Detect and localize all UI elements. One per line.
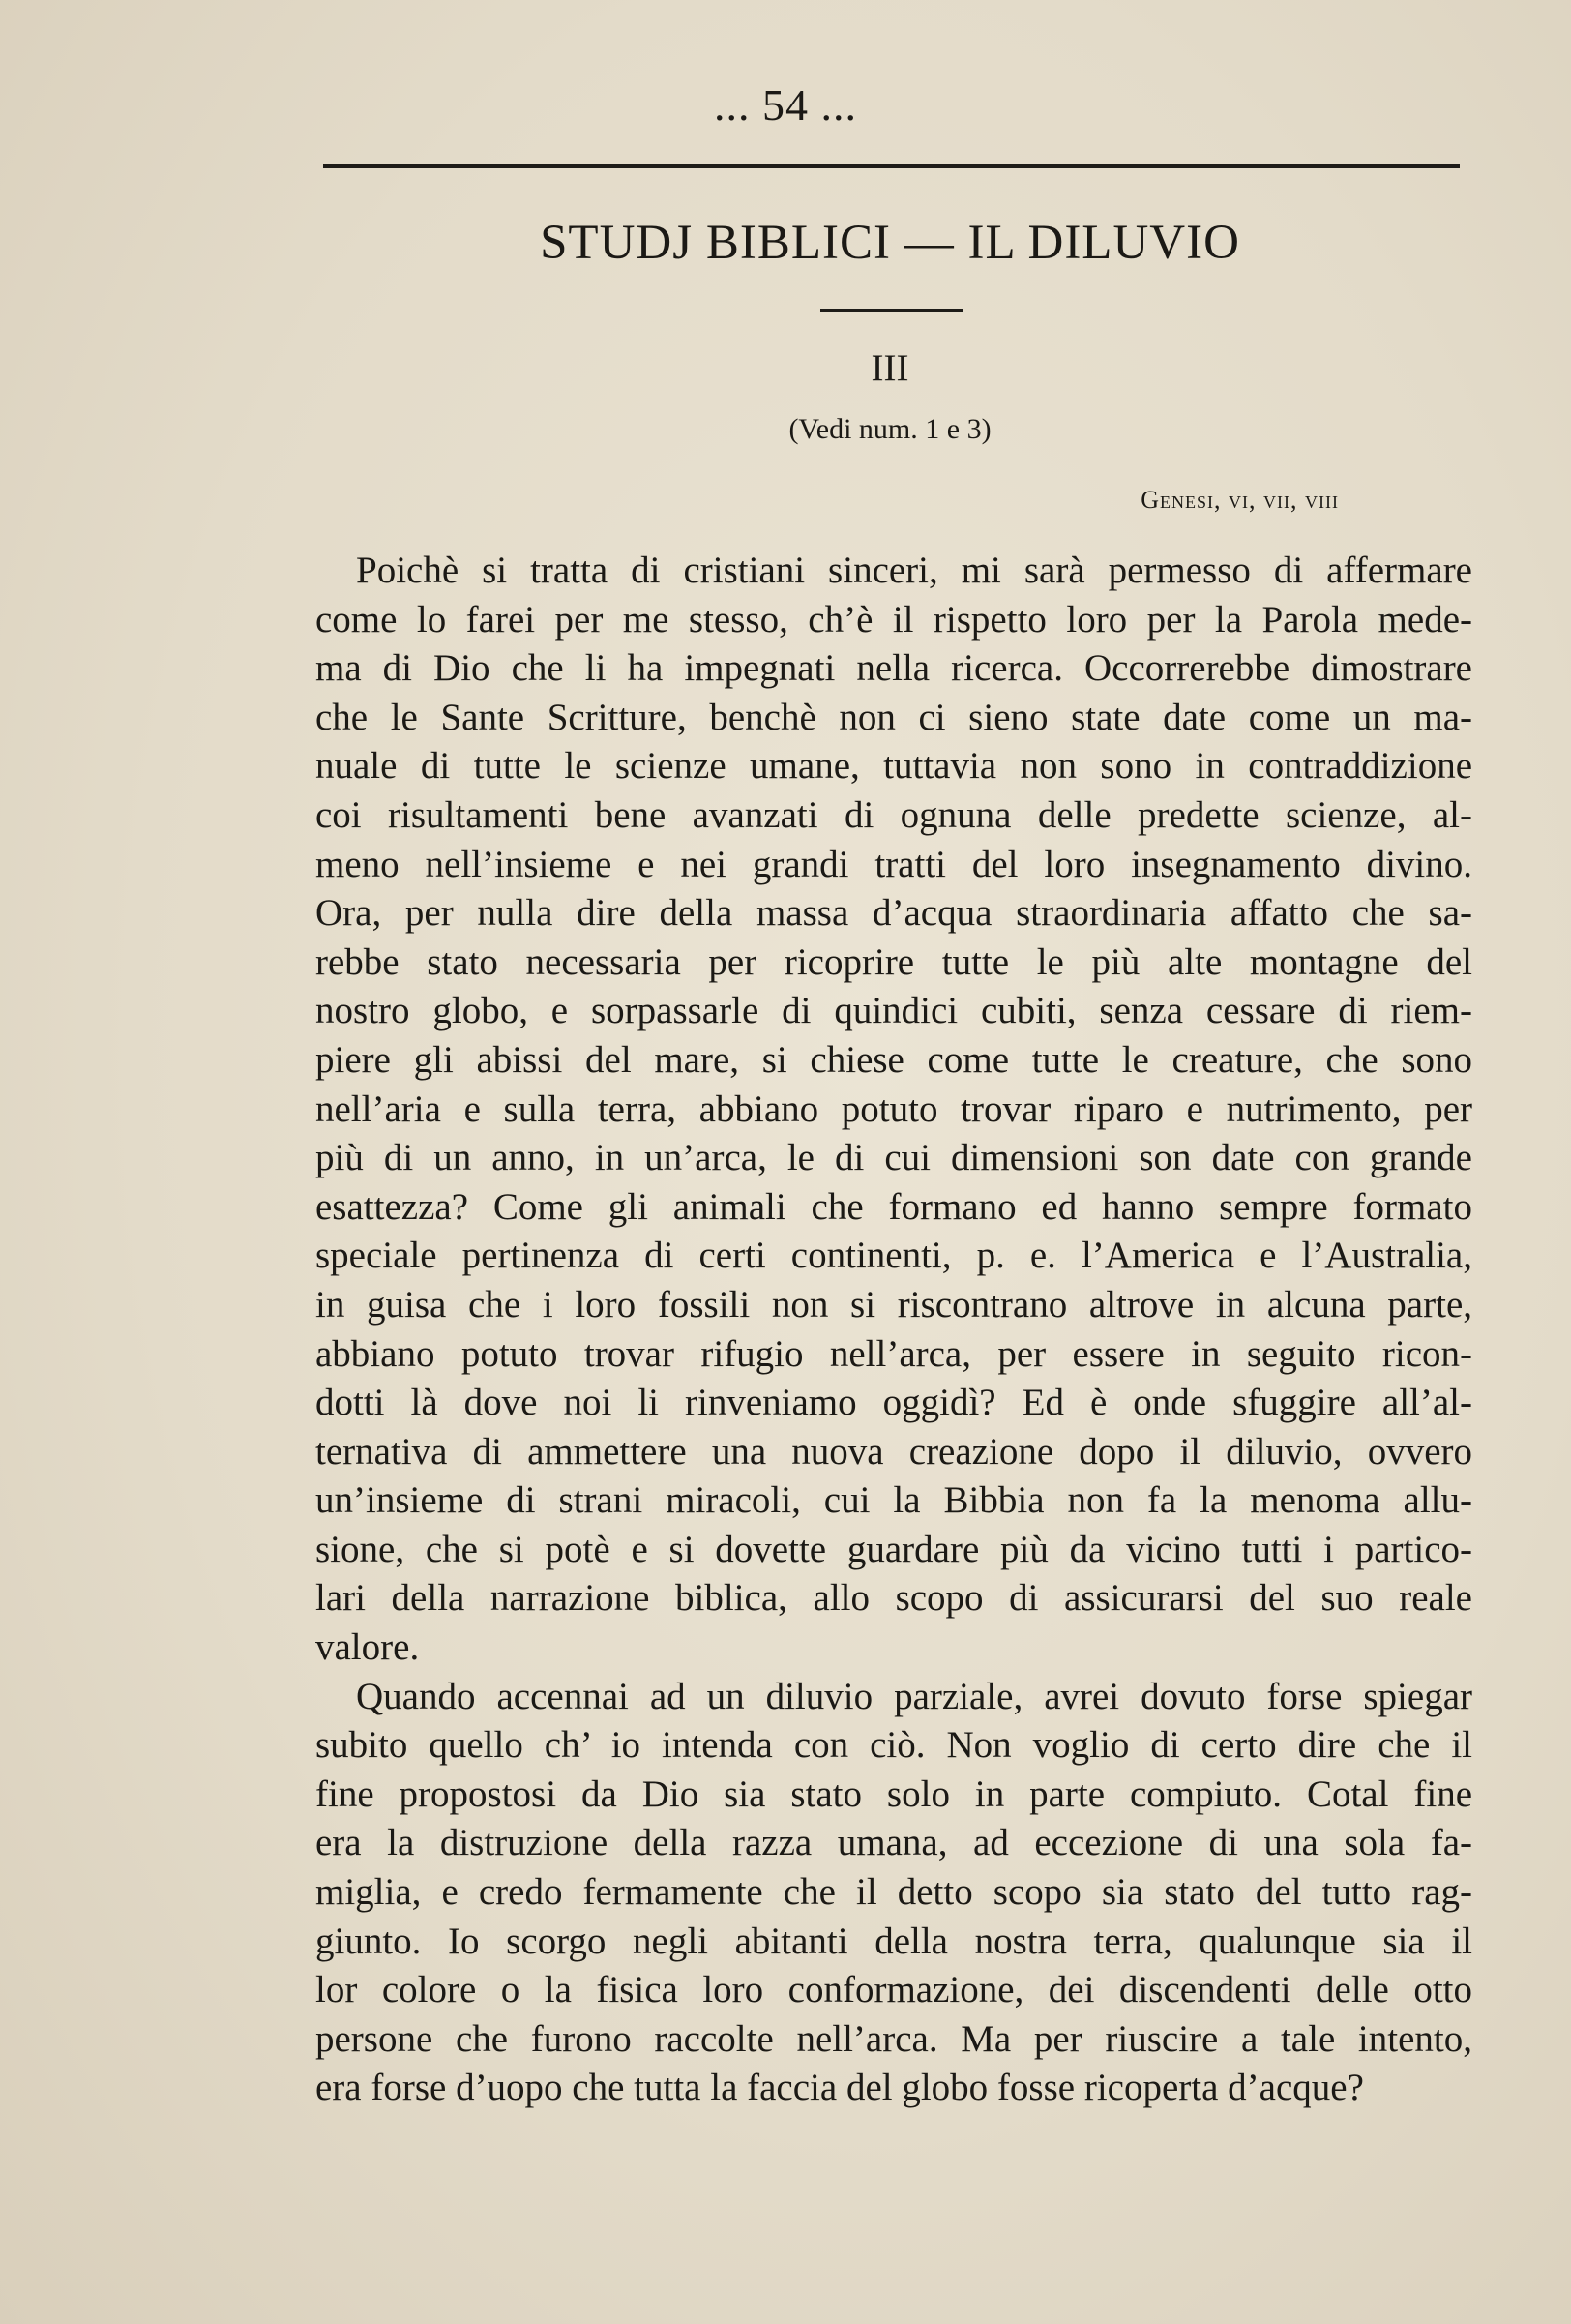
text-line: fine propostosi da Dio sia stato solo in parte compiuto. Cotal fine — [315, 1773, 1472, 1815]
text-line: Quando accennai ad un diluvio parziale, avrei dovuto forse spiegar — [356, 1675, 1472, 1717]
paragraph — [315, 1673, 1472, 2113]
text-line: miglia, e credo fermamente che il detto scopo sia stato del tutto rag- — [315, 1871, 1472, 1914]
cross-reference-note: (Vedi num. 1 e 3) — [788, 413, 992, 445]
text-line: nostro globo, e sorpassarle di quindici cubiti, senza cessare di riem- — [315, 990, 1472, 1032]
text-line: Ora, per nulla dire della massa d’acqua straordinaria affatto che sa- — [315, 892, 1472, 935]
text-line: nell’aria e sulla terra, abbiano potuto trovar riparo e nutrimento, per — [315, 1088, 1472, 1130]
text-line: lor colore o la fisica loro conformazione, dei discendenti delle otto — [315, 1969, 1472, 2011]
text-line: dotti là dove noi li rinveniamo oggidì? Ed è onde sfuggire all’al- — [315, 1382, 1472, 1424]
text-line: ma di Dio che li ha impegnati nella ricerca. Occorrerebbe dimostrare — [315, 647, 1472, 690]
text-line: valore. — [315, 1626, 420, 1669]
paragraph — [315, 547, 1472, 1673]
text-line: sione, che si potè e si dovette guardare più da vicino tutti i partico- — [315, 1528, 1472, 1570]
page-number: ... 54 ... — [714, 80, 857, 130]
header-rule — [323, 164, 1460, 168]
text-line: nuale di tutte le scienze umane, tuttavia non sono in contraddizione — [315, 745, 1472, 788]
body-text — [315, 547, 1472, 2113]
text-line: un’insieme di strani miracoli, cui la Bibbia non fa la menoma allu- — [315, 1479, 1472, 1522]
text-line: abbiano potuto trovar rifugio nell’arca, per essere in seguito ricon- — [315, 1332, 1472, 1375]
text-line: esattezza? Come gli animali che formano ed hanno sempre formato — [315, 1185, 1472, 1228]
text-line: piere gli abissi del mare, si chiese come tutte le creature, che sono — [315, 1038, 1472, 1081]
text-line: persone che furono raccolte nell’arca. Ma per riuscire a tale intento, — [315, 2017, 1472, 2060]
text-line: che le Sante Scritture, benchè non ci sieno state date come un ma- — [315, 696, 1472, 738]
text-line: era la distruzione della razza umana, ad eccezione di una sola fa- — [315, 1822, 1472, 1864]
scripture-reference: Genesi, vi, vii, viii — [1141, 486, 1339, 514]
text-line: subito quello ch’ io intenda con ciò. Non voglio di certo dire che il — [315, 1724, 1472, 1767]
text-line: ternativa di ammettere una nuova creazione dopo il diluvio, ovvero — [315, 1430, 1472, 1473]
text-line: meno nell’insieme e nei grandi tratti del loro insegnamento divino. — [315, 843, 1472, 885]
section-number: III — [871, 347, 909, 389]
text-line: più di un anno, in un’arca, le di cui dimensioni son date con grande — [315, 1137, 1472, 1179]
text-line: giunto. Io scorgo negli abitanti della nostra terra, qualunque sia il — [315, 1920, 1472, 1962]
title-divider — [820, 309, 963, 312]
text-line: Poichè si tratta di cristiani sinceri, mi sarà permesso di affermare — [356, 550, 1472, 591]
text-line: coi risultamenti bene avanzati di ognuna delle predette scienze, al- — [315, 793, 1472, 836]
text-line: in guisa che i loro fossili non si riscontrano altrove in alcuna parte, — [315, 1283, 1472, 1326]
article-title: STUDJ BIBLICI — IL DILUVIO — [540, 216, 1240, 270]
text-line: speciale pertinenza di certi continenti, p. e. l’America e l’Australia, — [315, 1235, 1472, 1277]
text-line: lari della narrazione biblica, allo scopo di assicurarsi del suo reale — [315, 1577, 1472, 1620]
text-line: rebbe stato necessaria per ricoprire tutte le più alte montagne del — [315, 940, 1472, 983]
text-line: era forse d’uopo che tutta la faccia del globo fosse ricoperta d’acque? — [315, 2067, 1364, 2109]
text-line: come lo farei per me stesso, ch’è il rispetto loro per la Parola mede- — [315, 598, 1472, 641]
